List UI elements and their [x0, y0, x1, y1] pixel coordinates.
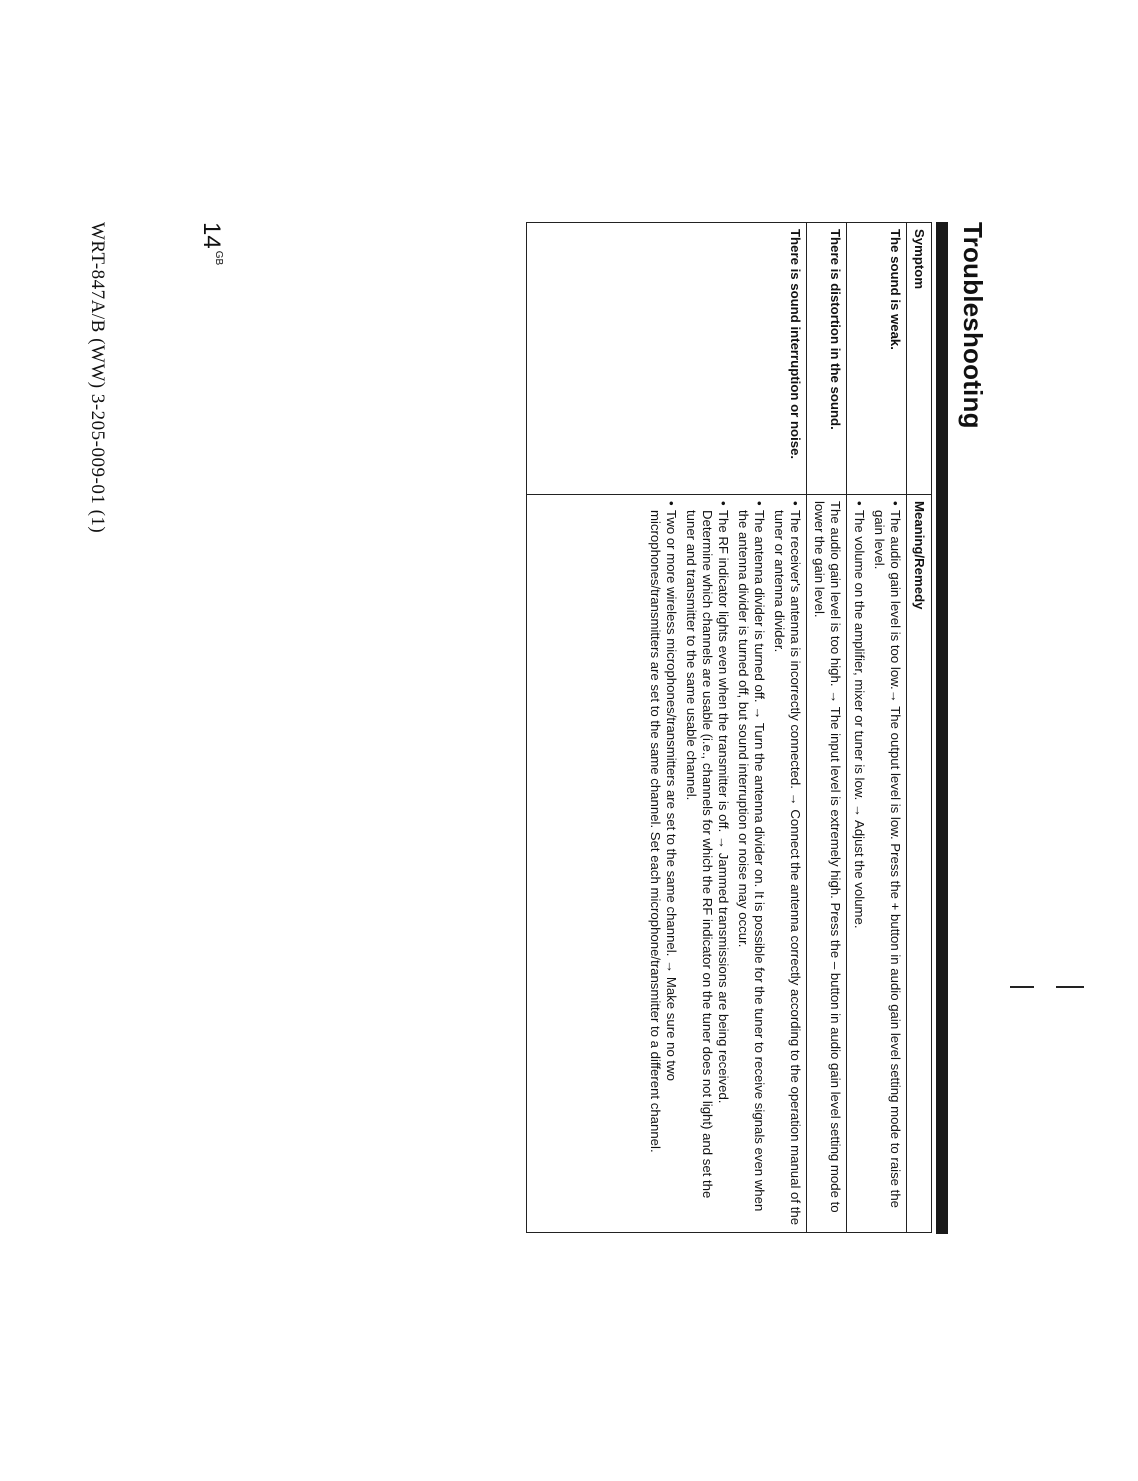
page-number [197, 222, 225, 265]
troubleshooting-table [526, 222, 932, 1233]
table-row [847, 223, 907, 1233]
remedy-cell [847, 495, 907, 1233]
remedy-item [683, 501, 731, 1226]
remedy-cell [527, 495, 807, 1233]
header-symptom: Symptom [907, 223, 932, 495]
remedy-item [771, 501, 803, 1226]
crop-mark [1010, 986, 1034, 988]
symptom-cell: There is distortion in the sound. [807, 223, 847, 495]
crop-mark [1056, 986, 1084, 988]
remedy-text: Determine which channels are usable (i.e., channels for which the RF indicator on the tuner does not light) and set the tuner and transmitter to the same usable channel. [684, 510, 715, 1199]
bullet-icon: • [852, 501, 867, 506]
symptom-cell: The sound is weak. [847, 223, 907, 495]
header-remedy: Meaning/Remedy [907, 495, 932, 1233]
remedy-item [735, 501, 767, 1226]
remedy-item [851, 501, 867, 1226]
bullet-icon: • [888, 501, 903, 506]
remedy-text: The antenna divider is turned off. → Turn the antenna divider on. It is possible for the tuner to receive signals even when the antenna divider is turned off, but sound interruption or noise may occur. [736, 510, 767, 1212]
table-row [527, 223, 807, 1233]
remedy-text: The audio gain level is too high. → The input level is extremely high. Press the – button in audio gain level setting mode to lower the gain level. [812, 501, 843, 1213]
bullet-icon: • [716, 501, 731, 506]
table-row [807, 223, 847, 1233]
remedy-cell [807, 495, 847, 1233]
remedy-text: The receiver's antenna is incorrectly connected. → Connect the antenna correctly according to the operation manual of the tuner or antenna divider. [772, 510, 803, 1226]
symptom-cell: There is sound interruption or noise. [527, 223, 807, 495]
bullet-icon: • [752, 501, 767, 506]
remedy-text: The RF indicator lights even when the transmitter is off. → Jammed transmissions are being received. [716, 510, 731, 1104]
page-title: Troubleshooting [958, 222, 988, 429]
page-number-suffix: GB [213, 250, 224, 266]
remedy-text: The audio gain level is too low.→ The output level is low. Press the + button in audio gain level setting mode to raise the gain level. [872, 510, 903, 1209]
remedy-item [871, 501, 903, 1226]
remedy-text: The volume on the amplifier, mixer or tuner is low. → Adjust the volume. [852, 510, 867, 929]
table-header-row [907, 223, 932, 1233]
bullet-icon: • [664, 501, 679, 506]
page-number-value: 14 [198, 222, 225, 249]
model-code: WRT-847A/B (WW) 3-205-009-01 (1) [87, 222, 108, 534]
title-rule [936, 222, 948, 1234]
remedy-item [647, 501, 679, 1226]
bullet-icon: • [788, 501, 803, 506]
remedy-text: Two or more wireless microphones/transmitters are set to the same channel. → Make sure no two microphones/transmitters are set to the same channel. Set each microphone/transmitter to a different channel. [648, 510, 679, 1153]
